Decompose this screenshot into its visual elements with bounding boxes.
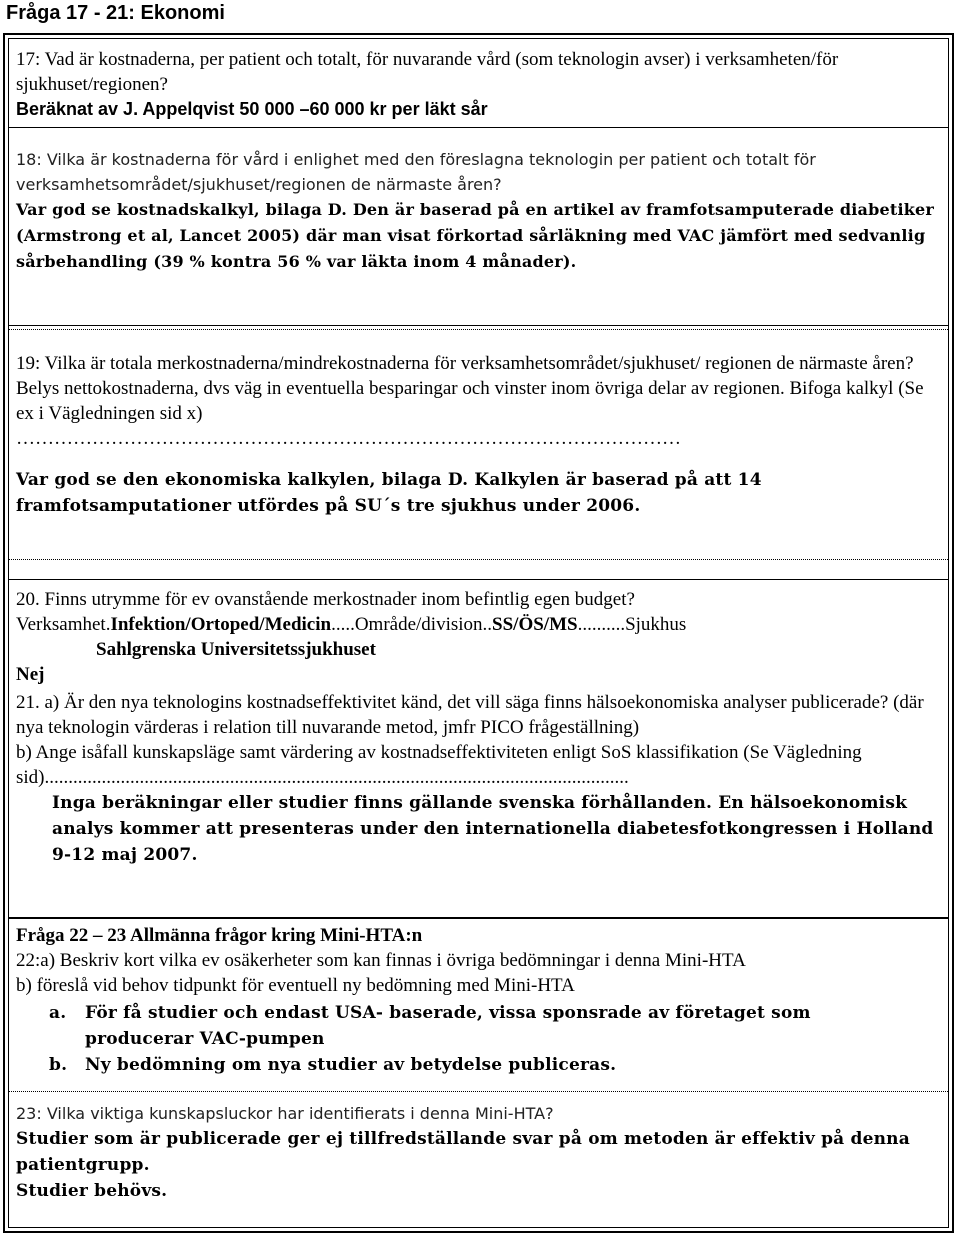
question-20-org	[16, 612, 946, 637]
question-22	[16, 923, 946, 998]
question-18-answer: Var god se kostnadskalkyl, bilaga D. Den är baserad på en artikel av framfotsamputerade diabetiker (Armstrong et al, Lancet 2005) där man visat förkortad sårläkning med VAC jämfört med sedvanlig sårbehandling (39 % kontra 56 % var läkta inom 4 månader).	[16, 200, 935, 271]
question-22b-text: b) föreslå vid behov tidpunkt för eventuell ny bedömning med Mini-HTA	[16, 975, 575, 996]
question-17	[16, 47, 946, 122]
question-21-answer: Inga beräkningar eller studier finns gällande svenska förhållanden. En hälsoekonomisk analys kommer att presenteras under den internationella diabetesfotkongressen i Holland 9-12 maj 2007.	[52, 793, 934, 865]
question-22a-text: 22:a) Beskriv kort vilka ev osäkerheter som kan finnas i övriga bedömningar i denna Mini-HTA	[16, 950, 746, 971]
question-19-answer: Var god se den ekonomiska kalkylen, bilaga D. Kalkylen är baserad på att 14 framfotsamputationer utfördes på SU´s tre sjukhus under 2006.	[16, 470, 762, 516]
section-heading: Fråga 22 – 23 Allmänna frågor kring Mini-HTA:n	[16, 925, 423, 946]
page-title: Fråga 17 - 21: Ekonomi	[6, 2, 225, 24]
question-23-answer: Studier som är publicerade ger ej tillfredställande svar på om metoden är effektiv på denna patientgrupp.	[16, 1129, 910, 1175]
sjukhus-value: Sahlgrenska Universitetssjukhuset	[96, 639, 376, 660]
question-20-answer: Nej	[16, 664, 45, 685]
question-19-dots: ……………………………………………………………………………………………	[16, 428, 681, 449]
list-marker: b.	[49, 1055, 68, 1075]
list-item	[49, 1000, 919, 1052]
question-18-text: 18: Vilka är kostnaderna för vård i enlighet med den föreslagna teknologin per patient och totalt för verksamhetsområdet/sjukhuset/regionen de närmaste åren?	[16, 150, 816, 194]
form-frame	[3, 33, 954, 1233]
list-item-text: För få studier och endast USA- baserade, vissa sponsrade av företaget som producerar VAC-pumpen	[85, 1003, 811, 1049]
question-20	[16, 587, 946, 687]
dotted-divider	[9, 559, 948, 560]
question-18	[16, 147, 946, 275]
divider	[9, 579, 948, 580]
divider	[9, 127, 948, 128]
list-marker: a.	[49, 1003, 67, 1023]
question-19-text: 19: Vilka är totala merkostnaderna/mindrekostnaderna för verksamhetsområdet/sjukhuset/ regionen de närmaste åren? Belys nettokostnaderna, dvs väg in eventuella besparingar och vinster inom övriga delar av regionen. Bifoga kalkyl (Se ex i Vägledningen sid x)	[16, 353, 924, 424]
verksamhet-value: Infektion/Ortoped/Medicin	[110, 614, 332, 635]
question-17-answer: Beräknat av J. Appelqvist 50 000 –60 000 kr per läkt sår	[16, 99, 488, 119]
omrade-label: .....Område/division..	[331, 614, 493, 635]
verksamhet-label: Verksamhet.	[16, 614, 111, 635]
divider	[9, 917, 948, 919]
list-item	[49, 1052, 919, 1078]
question-23-answer-2: Studier behövs.	[16, 1181, 168, 1201]
list-item-text: Ny bedömning om nya studier av betydelse publiceras.	[85, 1055, 617, 1075]
question-21b-text: b) Ange isåfall kunskapsläge samt värdering av kostnadseffektiviteten enligt SoS klassifikation (Se Vägledning sid)...........................................................................................................................	[16, 742, 862, 788]
question-22-list	[49, 1000, 919, 1078]
question-20-text: 20. Finns utrymme för ev ovanstående merkostnader inom befintlig egen budget?	[16, 589, 635, 610]
question-17-text: 17: Vad är kostnaderna, per patient och totalt, för nuvarande vård (som teknologin avser) i verksamheten/för sjukhuset/regionen?	[16, 49, 839, 95]
dotted-divider	[9, 329, 948, 330]
dotted-divider	[9, 1091, 948, 1092]
question-23-text: 23: Vilka viktiga kunskapsluckor har identifierats i denna Mini-HTA?	[16, 1104, 554, 1123]
omrade-value: SS/ÖS/MS	[492, 614, 578, 635]
question-19	[16, 351, 946, 519]
sjukhus-label: ..........Sjukhus	[577, 614, 687, 635]
question-23	[16, 1101, 946, 1204]
form-inner-frame	[8, 38, 949, 1228]
divider	[9, 325, 948, 326]
question-21	[16, 690, 946, 868]
question-21a-text: 21. a) Är den nya teknologins kostnadseffektivitet känd, det vill säga finns hälsoekonomiska analyser publicerade? (där nya teknologin värderas i relation till nuvarande metod, jmfr PICO frågeställning)	[16, 692, 924, 738]
